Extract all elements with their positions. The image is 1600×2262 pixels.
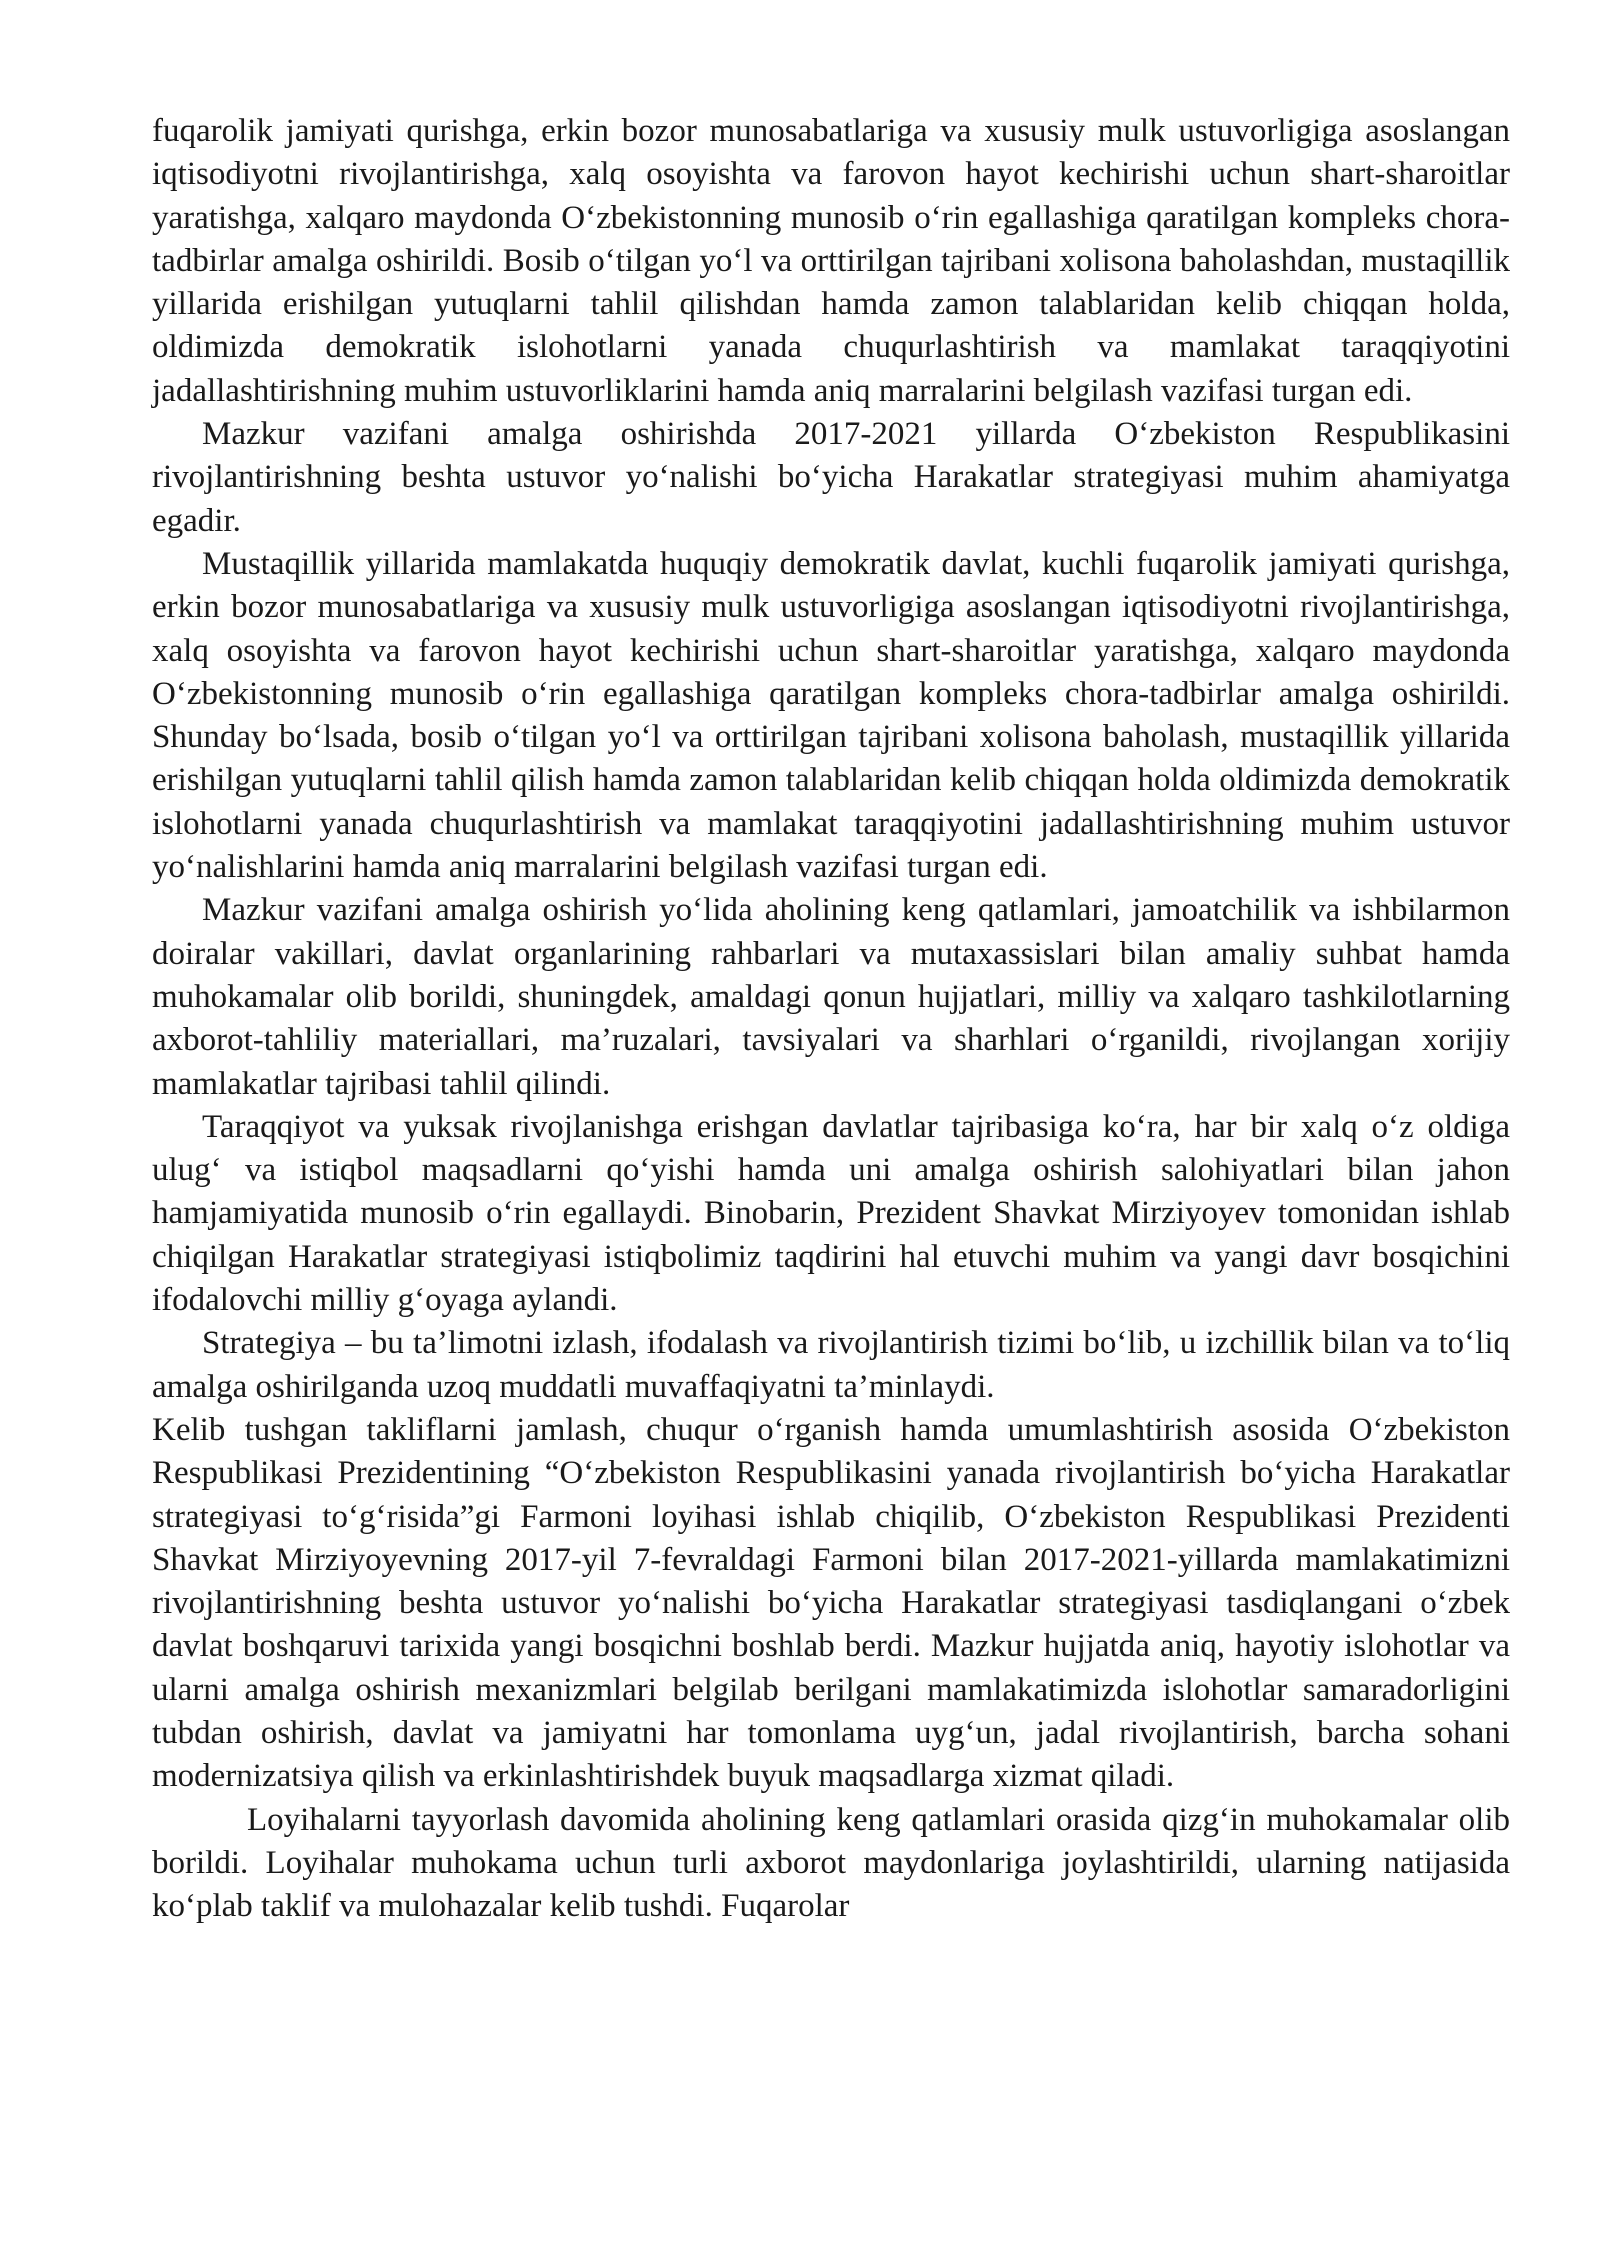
paragraph-consultations: Mazkur vazifani amalga oshirish yo‘lida aholining keng qatlamlari, jamoatchilik va ishbilarmon doiralar vakillari, davlat organlarining rahbarlari va mutaxassislari bilan amaliy suhbat hamda muhokamalar olib borildi, shuningdek, amaldagi qonun hujjatlari, milliy va xalqaro tashkilotlarning axborot-tahliliy materiallari, ma’ruzalari, tavsiyalari va sharhlari o‘rganildi, rivojlangan xorijiy mamlakatlar tajribasi tahlil qilindi. [152,892,1510,1102]
paragraph-continuation: fuqarolik jamiyati qurishga, erkin bozor munosabatlariga va xususiy mulk ustuvorligiga asoslangan iqtisodiyotni rivojlantirishga, xalq osoyishta va farovon hayot kechirishi uchun shart-sharoitlar yaratishga, xalqaro maydonda O‘zbekistonning munosib o‘rin egallashiga qaratilgan kompleks chora-tadbirlar amalga oshirildi. Bosib o‘tilgan yo‘l va orttirilgan tajribani xolisona baholashdan, mustaqillik yillarida erishilgan yutuqlarni tahlil qilishdan hamda zamon talablaridan kelib chiqqan holda, oldimizda demokratik islohotlarni yanada chuqurlashtirish va mamlakat taraqqiyotini jadallashtirishning muhim ustuvorliklarini hamda aniq marralarini belgilash vazifasi turgan edi. [152,113,1510,409]
paragraph-development-experience: Taraqqiyot va yuksak rivojlanishga erishgan davlatlar tajribasiga ko‘ra, har bir xalq o‘z oldiga ulug‘ va istiqbol maqsadlarni qo‘yishi hamda uni amalga oshirish salohiyatlari bilan jahon hamjamiyatida munosib o‘rin egallaydi. Binobarin, Prezident Shavkat Mirziyoyev tomonidan ishlab chiqilgan Harakatlar strategiyasi istiqbolimiz taqdirini hal etuvchi muhim va yangi davr bosqichini ifodalovchi milliy g‘oyaga aylandi. [152,1108,1510,1319]
document-page [152,110,1510,1928]
paragraph-independence-years: Mustaqillik yillarida mamlakatda huquqiy demokratik davlat, kuchli fuqarolik jamiyati qurishga, erkin bozor munosabatlariga va xususiy mulk ustuvorligiga asoslangan iqtisodiyotni rivojlantirishga, xalq osoyishta va farovon hayot kechirishi uchun shart-sharoitlar yaratishga, xalqaro maydonda O‘zbekistonning munosib o‘rin egallashiga qaratilgan kompleks chora-tadbirlar amalga oshirildi. Shunday bo‘lsada, bosib o‘tilgan yo‘l va orttirilgan tajribani xolisona baholash, mustaqillik yillarida erishilgan yutuqlarni tahlil qilish hamda zamon talablaridan kelib chiqqan holda oldimizda demokratik islohotlarni yanada chuqurlashtirish va mamlakat taraqqiyotini jadallashtirishning muhim ustuvor yo‘nalishlarini hamda aniq marralarini belgilash vazifasi turgan edi. [152,545,1510,886]
paragraph-strategy-importance: Mazkur vazifani amalga oshirishda 2017-2021 yillarda O‘zbekiston Respublikasini rivojlantirishning beshta ustuvor yo‘nalishi bo‘yicha Harakatlar strategiyasi muhim ahamiyatga egadir. [152,416,1510,539]
paragraph-strategy-definition: Strategiya – bu ta’limotni izlash, ifodalash va rivojlantirish tizimi bo‘lib, u izchillik bilan va to‘liq amalga oshirilganda uzoq muddatli muvaffaqiyatni ta’minlaydi. [152,1325,1510,1405]
paragraph-decree: Kelib tushgan takliflarni jamlash, chuqur o‘rganish hamda umumlashtirish asosida O‘zbekiston Respublikasi Prezidentining “O‘zbekiston Respublikasini yanada rivojlantirish bo‘yicha Harakatlar strategiyasi to‘g‘risida”gi Farmoni loyihasi ishlab chiqilib, O‘zbekiston Respublikasi Prezidenti Shavkat Mirziyoyevning 2017-yil 7-fevraldagi Farmoni bilan 2017-2021-yillarda mamlakatimizni rivojlantirishning beshta ustuvor yo‘nalishi bo‘yicha Harakatlar strategiyasi tasdiqlangani o‘zbek davlat boshqaruvi tarixida yangi bosqichni boshlab berdi. Mazkur hujjatda aniq, hayotiy islohotlar va ularni amalga oshirish mexanizmlari belgilab berilgani mamlakatimizda islohotlar samaradorligini tubdan oshirish, davlat va jamiyatni har tomonlama uyg‘un, jadal rivojlantirish, barcha sohani modernizatsiya qilish va erkinlashtirishdek buyuk maqsadlarga xizmat qiladi. [152,1411,1510,1795]
paragraph-project-preparation: Loyihalarni tayyorlash davomida aholining keng qatlamlari orasida qizg‘in muhokamalar olib borildi. Loyihalar muhokama uchun turli axborot maydonlariga joylashtirildi, ularning natijasida ko‘plab taklif va mulohazalar kelib tushdi. Fuqarolar [152,1801,1510,1925]
